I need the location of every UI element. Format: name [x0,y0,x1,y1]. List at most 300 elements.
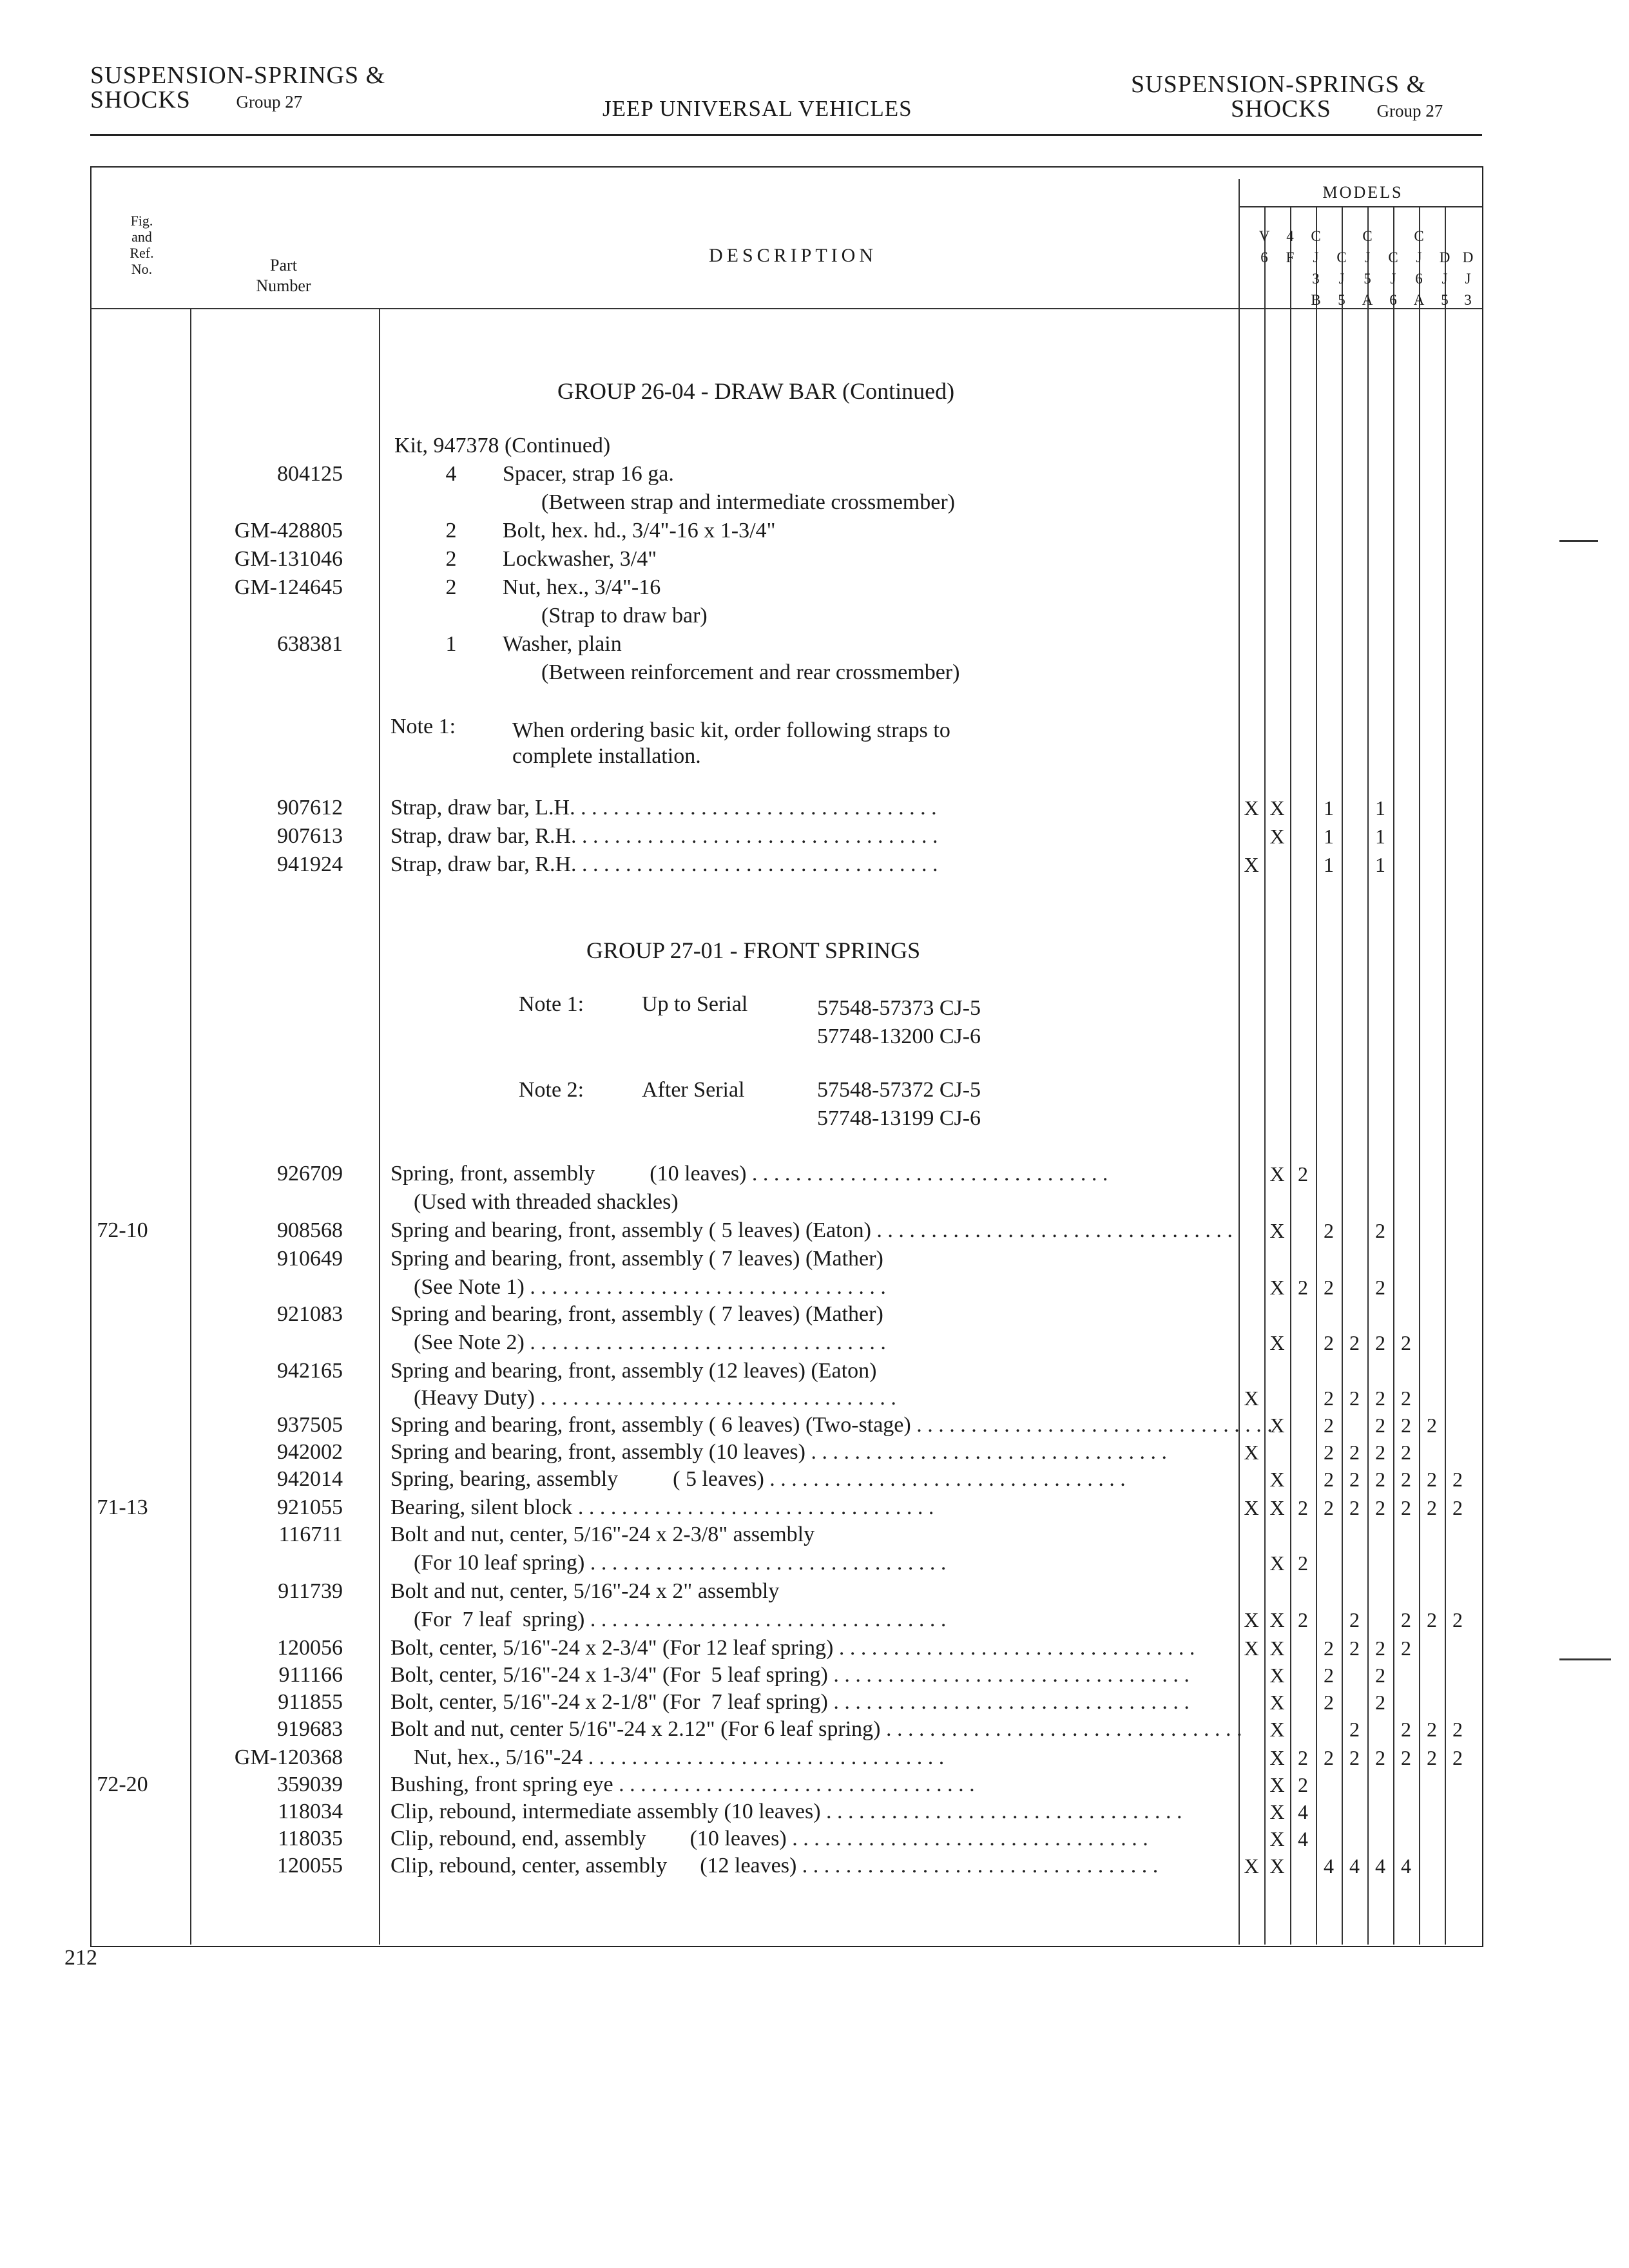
model-usage-mark: 2 [1375,1414,1385,1437]
leader-dots: . . . . . . . . . . . . . . . . . . . . . . . . . . . . . . . . . [827,1663,1190,1687]
model-usage-mark: 2 [1375,1331,1385,1354]
model-usage-mark: 2 [1375,1691,1385,1714]
part-description [390,1438,1179,1466]
model-usage-mark: 2 [1324,1387,1334,1410]
part-number-label: Part [270,256,297,274]
model-head-char: 4 [1286,228,1294,244]
description-text: Washer, plain [503,632,622,656]
description-text: Nut, hex., 5/16"-24 [414,1745,583,1769]
model-head-char: 6 [1415,271,1423,287]
table-row [0,1465,1629,1494]
model-usage-mark: 2 [1298,1746,1308,1769]
model-usage-mark: 2 [1401,1496,1411,1519]
kit-note-label: Note 1: [390,715,456,738]
model-usage-mark: 2 [1324,1441,1334,1464]
model-usage-mark: 4 [1401,1854,1411,1878]
model-usage-mark: 2 [1324,1331,1334,1354]
model-usage-mark: 4 [1298,1827,1308,1850]
fig-ref-label: No. [131,261,153,277]
model-head-char: A [1413,292,1425,308]
part-description [390,1661,1190,1689]
table-row [0,1521,1629,1549]
model-usage-mark: 2 [1324,1664,1334,1687]
front-spring-note-serial: 57548-57373 CJ-5 [817,996,981,1020]
fig-ref: 71-13 [97,1495,148,1519]
leader-dots: . . . . . . . . . . . . . . . . . . . . . . . . . . . . . . . . . [833,1636,1195,1660]
model-usage-mark: 2 [1349,1608,1360,1631]
part-number: 911739 [278,1579,343,1603]
model-usage-mark: 2 [1401,1441,1411,1464]
part-description [390,1521,1179,1549]
part-description [394,432,1179,460]
description-text: (For 7 leaf spring) [414,1608,585,1631]
description-text: (For 10 leaf spring) [414,1551,585,1575]
model-usage-mark: X [1269,1496,1285,1519]
model-usage-mark: 2 [1427,1746,1437,1769]
model-usage-mark: X [1269,1691,1285,1714]
model-usage-mark: 4 [1375,1854,1385,1878]
model-head-4f [1278,226,1302,268]
leader-dots: . . . . . . . . . . . . . . . . . . . . . . . . . . . . . . . . . [524,1331,886,1354]
part-description [390,850,1179,879]
part-description [541,488,1179,517]
table-row [0,1438,1629,1466]
model-usage-mark: 2 [1324,1746,1334,1769]
part-description [390,1852,1179,1880]
fig-ref-label: Ref. [130,245,154,261]
table-row [0,1577,1629,1606]
part-description [414,1384,1179,1412]
part-number: GM-120368 [234,1745,343,1769]
table-row [0,1494,1629,1522]
table-row [0,822,1629,850]
model-head-cj3b [1304,226,1328,311]
table-row [0,545,1629,573]
header-left-line1: SUSPENSION-SPRINGS & [90,62,386,89]
model-usage-mark: X [1269,1276,1285,1299]
model-usage-mark: 2 [1427,1468,1437,1491]
model-usage-mark: 2 [1401,1718,1411,1741]
table-row [0,1273,1629,1302]
description-text: Nut, hex., 3/4"-16 [503,575,661,599]
part-description [390,1825,1179,1853]
model-head-char: F [1286,249,1295,265]
table-row [0,1188,1629,1216]
description-text: Bolt, hex. hd., 3/4"-16 x 1-3/4" [503,519,776,543]
part-description [414,1188,1179,1216]
section-title: GROUP 27-01 - FRONT SPRINGS [586,937,921,963]
kit-note-text: complete installation. [512,744,701,768]
section-title: GROUP 26-04 - DRAW BAR (Continued) [557,378,955,404]
model-usage-mark: 2 [1298,1773,1308,1796]
description-text: Bearing, silent block [390,1495,573,1519]
margin-mark [1559,540,1598,542]
model-usage-mark: 2 [1375,1496,1385,1519]
model-head-cj6a [1407,226,1431,311]
model-head-char: B [1311,292,1321,308]
part-description [541,602,1179,630]
part-description [390,1216,1233,1245]
part-number-header [232,255,335,296]
model-head-v6 [1252,226,1277,268]
header-right-line1: SUSPENSION-SPRINGS & [1131,71,1427,98]
part-number: 942165 [277,1359,343,1383]
model-usage-mark: 2 [1427,1496,1437,1519]
model-head-char: J [1364,249,1371,265]
model-usage-mark: 2 [1349,1496,1360,1519]
table-row [0,1300,1629,1329]
header-right-title: SHOCKS [1231,95,1331,122]
table-row [0,1329,1629,1357]
header-center-title: JEEP UNIVERSAL VEHICLES [602,96,912,121]
table-row [0,1798,1629,1826]
model-usage-mark: 1 [1324,853,1334,876]
part-number: 942014 [277,1467,343,1491]
part-description [390,1688,1190,1716]
part-number: 926709 [277,1162,343,1186]
header-right-group: Group 27 [1376,101,1443,120]
table-row [0,630,1629,658]
model-usage-mark: X [1244,1637,1259,1660]
model-usage-mark: 2 [1452,1468,1463,1491]
part-number: GM-428805 [234,519,343,543]
quantity: 4 [445,462,457,486]
leader-dots: . . . . . . . . . . . . . . . . . . . . . . . . . . . . . . . . . [786,1827,1148,1850]
table-row [0,432,1629,460]
part-number: 908568 [277,1218,343,1242]
model-usage-mark: X [1269,1718,1285,1741]
leader-dots: . . . . . . . . . . . . . . . . . . . . . . . . . . . . . . . . . [613,1773,975,1796]
model-usage-mark: 2 [1375,1387,1385,1410]
table-row [0,1634,1629,1662]
model-usage-mark: 2 [1375,1746,1385,1769]
leader-dots: . . . . . . . . . . . . . . . . . . . . . . . . . . . . . . . . . [534,1386,896,1410]
part-number: 910649 [277,1247,343,1271]
part-description [390,1245,1179,1273]
part-description [414,1606,1179,1634]
description-text: Strap, draw bar, R.H. [390,824,577,848]
model-head-char: J [1390,271,1396,287]
model-usage-mark: 2 [1452,1718,1463,1741]
model-usage-mark: 2 [1349,1331,1360,1354]
model-head-cj5 [1329,247,1354,311]
part-description [390,1160,1179,1188]
description-text: (Between strap and intermediate crossmember) [541,490,955,514]
description-text: Bolt, center, 5/16"-24 x 2-1/8" (For 7 leaf spring) [390,1690,828,1714]
quantity: 2 [445,575,457,599]
quantity: 2 [445,547,457,571]
model-head-char: 5 [1338,292,1345,308]
description-text: (See Note 2) [414,1331,525,1354]
model-usage-mark: X [1269,1773,1285,1796]
model-usage-mark: 2 [1401,1331,1411,1354]
description-text: Strap, draw bar, R.H. [390,852,577,876]
part-number: 937505 [277,1413,343,1437]
model-usage-mark: X [1269,1608,1285,1631]
model-head-char: 6 [1389,292,1397,308]
model-usage-mark: 2 [1375,1441,1385,1464]
model-usage-mark: 2 [1349,1441,1360,1464]
model-head-char: C [1362,228,1373,244]
model-usage-mark: 2 [1375,1219,1385,1242]
model-usage-mark: 2 [1401,1387,1411,1410]
page-number: 212 [64,1946,97,1970]
leader-dots: . . . . . . . . . . . . . . . . . . . . . . . . . . . . . . . . . [827,1690,1190,1714]
model-usage-mark: X [1244,1496,1259,1519]
description-text: (Between reinforcement and rear crossmember) [541,660,960,684]
model-usage-mark: 4 [1298,1800,1308,1823]
table-row [0,488,1629,517]
model-head-char: C [1388,249,1398,265]
model-usage-mark: 2 [1324,1468,1334,1491]
model-usage-mark: 2 [1401,1608,1411,1631]
model-head-char: 5 [1441,292,1449,308]
part-description [390,1771,1179,1799]
description-text: Bushing, front spring eye [390,1773,613,1796]
table-row [0,794,1629,822]
part-description [414,1273,1179,1302]
table-row [0,517,1629,545]
part-description [503,545,1179,573]
table-row [0,573,1629,602]
model-usage-mark: X [1269,1414,1285,1437]
front-spring-note-text: After Serial [642,1078,745,1102]
leader-dots: . . . . . . . . . . . . . . . . . . . . . . . . . . . . . . . . . [871,1218,1233,1242]
part-description [503,630,1179,658]
table-row [0,658,1629,687]
model-usage-mark: 2 [1452,1496,1463,1519]
table-row [0,1216,1629,1245]
leader-dots: . . . . . . . . . . . . . . . . . . . . . . . . . . . . . . . . . [575,796,937,820]
front-spring-note-label: Note 2: [519,1078,584,1102]
description-text: Spring, bearing, assembly ( 5 leaves) [390,1467,764,1491]
description-text: (Heavy Duty) [414,1386,535,1410]
model-usage-mark: 1 [1324,825,1334,848]
description-text: Spring and bearing, front, assembly ( 5 leaves) (Eaton) [390,1218,871,1242]
model-head-dj3 [1457,247,1479,311]
description-text: Spring, front, assembly (10 leaves) [390,1162,747,1186]
leader-dots: . . . . . . . . . . . . . . . . . . . . . . . . . . . . . . . . . [524,1275,886,1299]
part-number: 911166 [278,1663,343,1687]
part-number: 118034 [278,1800,343,1823]
part-description [390,822,1179,850]
fig-ref: 72-10 [97,1218,148,1242]
part-description [390,1300,1179,1329]
part-description [390,1634,1195,1662]
part-description [390,1577,1179,1606]
description-text: Clip, rebound, intermediate assembly (10 leaves) [390,1800,821,1823]
model-usage-mark: X [1269,1827,1285,1850]
description-text: Clip, rebound, end, assembly (10 leaves) [390,1827,787,1850]
model-usage-mark: 2 [1401,1468,1411,1491]
description-text: Kit, 947378 (Continued) [394,434,611,457]
model-usage-mark: 2 [1427,1414,1437,1437]
table-row [0,1771,1629,1799]
front-spring-note-text: Up to Serial [642,992,748,1016]
description-text: Spring and bearing, front, assembly ( 7 leaves) (Mather) [390,1247,883,1271]
part-number: 120056 [277,1636,343,1660]
model-usage-mark: 2 [1324,1219,1334,1242]
leader-dots: . . . . . . . . . . . . . . . . . . . . . . . . . . . . . . . . . [576,824,938,848]
leader-dots: . . . . . . . . . . . . . . . . . . . . . . . . . . . . . . . . . [805,1440,1167,1464]
leader-dots: . . . . . . . . . . . . . . . . . . . . . . . . . . . . . . . . . [880,1717,1242,1741]
part-number: 919683 [277,1717,343,1741]
leader-dots: . . . . . . . . . . . . . . . . . . . . . . . . . . . . . . . . . [576,852,938,876]
model-usage-mark: X [1244,1608,1259,1631]
model-usage-mark: 2 [1427,1608,1437,1631]
part-number: 941924 [277,852,343,876]
leader-dots: . . . . . . . . . . . . . . . . . . . . . . . . . . . . . . . . . [796,1854,1159,1878]
model-usage-mark: 2 [1452,1746,1463,1769]
model-usage-mark: X [1269,1219,1285,1242]
table-row [0,1549,1629,1577]
model-usage-mark: X [1269,825,1285,848]
part-number: 118035 [278,1827,343,1850]
part-number: 942002 [277,1440,343,1464]
model-head-char: C [1414,228,1424,244]
part-number: 116711 [278,1523,343,1546]
leader-dots: . . . . . . . . . . . . . . . . . . . . . . . . . . . . . . . . . [764,1467,1126,1491]
table-row [0,1384,1629,1412]
description-text: Strap, draw bar, L.H. [390,796,575,820]
part-description [390,794,1179,822]
part-number: 921055 [277,1495,343,1519]
part-number: 120055 [277,1854,343,1878]
model-usage-mark: 2 [1375,1468,1385,1491]
model-usage-mark: 2 [1298,1552,1308,1575]
leader-dots: . . . . . . . . . . . . . . . . . . . . . . . . . . . . . . . . . [583,1745,945,1769]
model-head-char: 3 [1312,271,1320,287]
model-usage-mark: 2 [1324,1414,1334,1437]
part-description [414,1549,1179,1577]
model-usage-mark: 2 [1298,1162,1308,1186]
part-number: 359039 [277,1773,343,1796]
model-usage-mark: 2 [1349,1718,1360,1741]
model-head-char: C [1336,249,1347,265]
description-text: Lockwasher, 3/4" [503,547,657,571]
part-description [390,1715,1242,1744]
leader-dots: . . . . . . . . . . . . . . . . . . . . . . . . . . . . . . . . . [584,1608,947,1631]
front-spring-note-serial: 57748-13200 CJ-6 [817,1024,981,1048]
model-head-char: 5 [1364,271,1371,287]
quantity: 2 [445,519,457,543]
model-usage-mark: 2 [1401,1746,1411,1769]
models-header: MODELS [1322,183,1403,202]
leader-dots: . . . . . . . . . . . . . . . . . . . . . . . . . . . . . . . . . [820,1800,1182,1823]
header-left-line2 [90,88,302,114]
quantity: 1 [445,632,457,656]
front-spring-note-serial: 57748-13199 CJ-6 [817,1106,981,1130]
header-rule [90,134,1482,136]
part-description [390,1798,1182,1826]
model-head-char: J [1338,271,1345,287]
front-spring-note-label: Note 1: [519,992,584,1016]
description-text: Spacer, strap 16 ga. [503,462,674,486]
model-usage-mark: 2 [1324,1276,1334,1299]
description-text: Spring and bearing, front, assembly ( 6 leaves) (Two-stage) [390,1413,911,1437]
part-description [390,1357,1179,1385]
table-row [0,1160,1629,1188]
model-usage-mark: 4 [1349,1854,1360,1878]
model-usage-mark: X [1269,1854,1285,1878]
leader-dots: . . . . . . . . . . . . . . . . . . . . . . . . . . . . . . . . . [911,1413,1273,1437]
leader-dots: . . . . . . . . . . . . . . . . . . . . . . . . . . . . . . . . . [584,1551,947,1575]
part-description [390,1465,1179,1494]
model-usage-mark: 2 [1298,1276,1308,1299]
model-usage-mark: 2 [1401,1414,1411,1437]
model-head-char: 6 [1260,249,1268,265]
part-description [414,1744,1179,1772]
model-head-char: D [1439,249,1451,265]
model-usage-mark: 1 [1375,796,1385,820]
model-usage-mark: X [1269,796,1285,820]
front-spring-note-serial: 57548-57372 CJ-5 [817,1078,981,1102]
model-usage-mark: X [1269,1800,1285,1823]
description-text: Spring and bearing, front, assembly (12 leaves) (Eaton) [390,1359,877,1383]
table-row [0,1744,1629,1772]
description-header: DESCRIPTION [709,245,878,266]
model-head-dj5 [1432,247,1457,311]
model-head-cj5a [1355,226,1380,311]
description-text: (Used with threaded shackles) [414,1190,679,1214]
model-head-char: C [1311,228,1321,244]
fig-ref-label: and [131,229,152,245]
table-row [0,1661,1629,1689]
model-usage-mark: 2 [1375,1664,1385,1687]
description-text: Clip, rebound, center, assembly (12 leaves) [390,1854,797,1878]
model-head-char: J [1465,271,1471,287]
model-usage-mark: 2 [1324,1637,1334,1660]
description-text: Bolt and nut, center, 5/16"-24 x 2" assembly [390,1579,780,1603]
model-usage-mark: X [1244,1387,1259,1410]
model-head-char: J [1313,249,1319,265]
part-description [503,573,1179,602]
description-text: Spring and bearing, front, assembly ( 7 leaves) (Mather) [390,1302,883,1326]
model-usage-mark: X [1269,1162,1285,1186]
model-usage-mark: X [1269,1637,1285,1660]
model-usage-mark: X [1269,1331,1285,1354]
table-row [0,602,1629,630]
table-row [0,1852,1629,1880]
fig-ref: 72-20 [97,1773,148,1796]
header-left-title: SHOCKS [90,86,191,113]
kit-note-text: When ordering basic kit, order following straps to [512,718,950,742]
model-usage-mark: X [1244,853,1259,876]
table-row [0,1825,1629,1853]
model-usage-mark: 2 [1452,1608,1463,1631]
part-number: GM-131046 [234,547,343,571]
table-row [0,1606,1629,1634]
model-head-char: 3 [1464,292,1472,308]
model-usage-mark: 2 [1375,1276,1385,1299]
part-description [390,1494,1179,1522]
header-right-line2 [1231,97,1443,123]
part-description [503,517,1179,545]
model-usage-mark: 2 [1349,1387,1360,1410]
model-usage-mark: X [1269,1664,1285,1687]
table-row [0,850,1629,879]
part-number: 804125 [277,462,343,486]
model-usage-mark: X [1244,1441,1259,1464]
header-left-group: Group 27 [236,92,303,111]
part-number: 921083 [277,1302,343,1326]
part-number: GM-124645 [234,575,343,599]
model-usage-mark: 2 [1324,1496,1334,1519]
model-usage-mark: 2 [1298,1608,1308,1631]
margin-mark [1559,1658,1611,1660]
model-usage-mark: X [1244,796,1259,820]
part-number-label: Number [256,276,311,295]
